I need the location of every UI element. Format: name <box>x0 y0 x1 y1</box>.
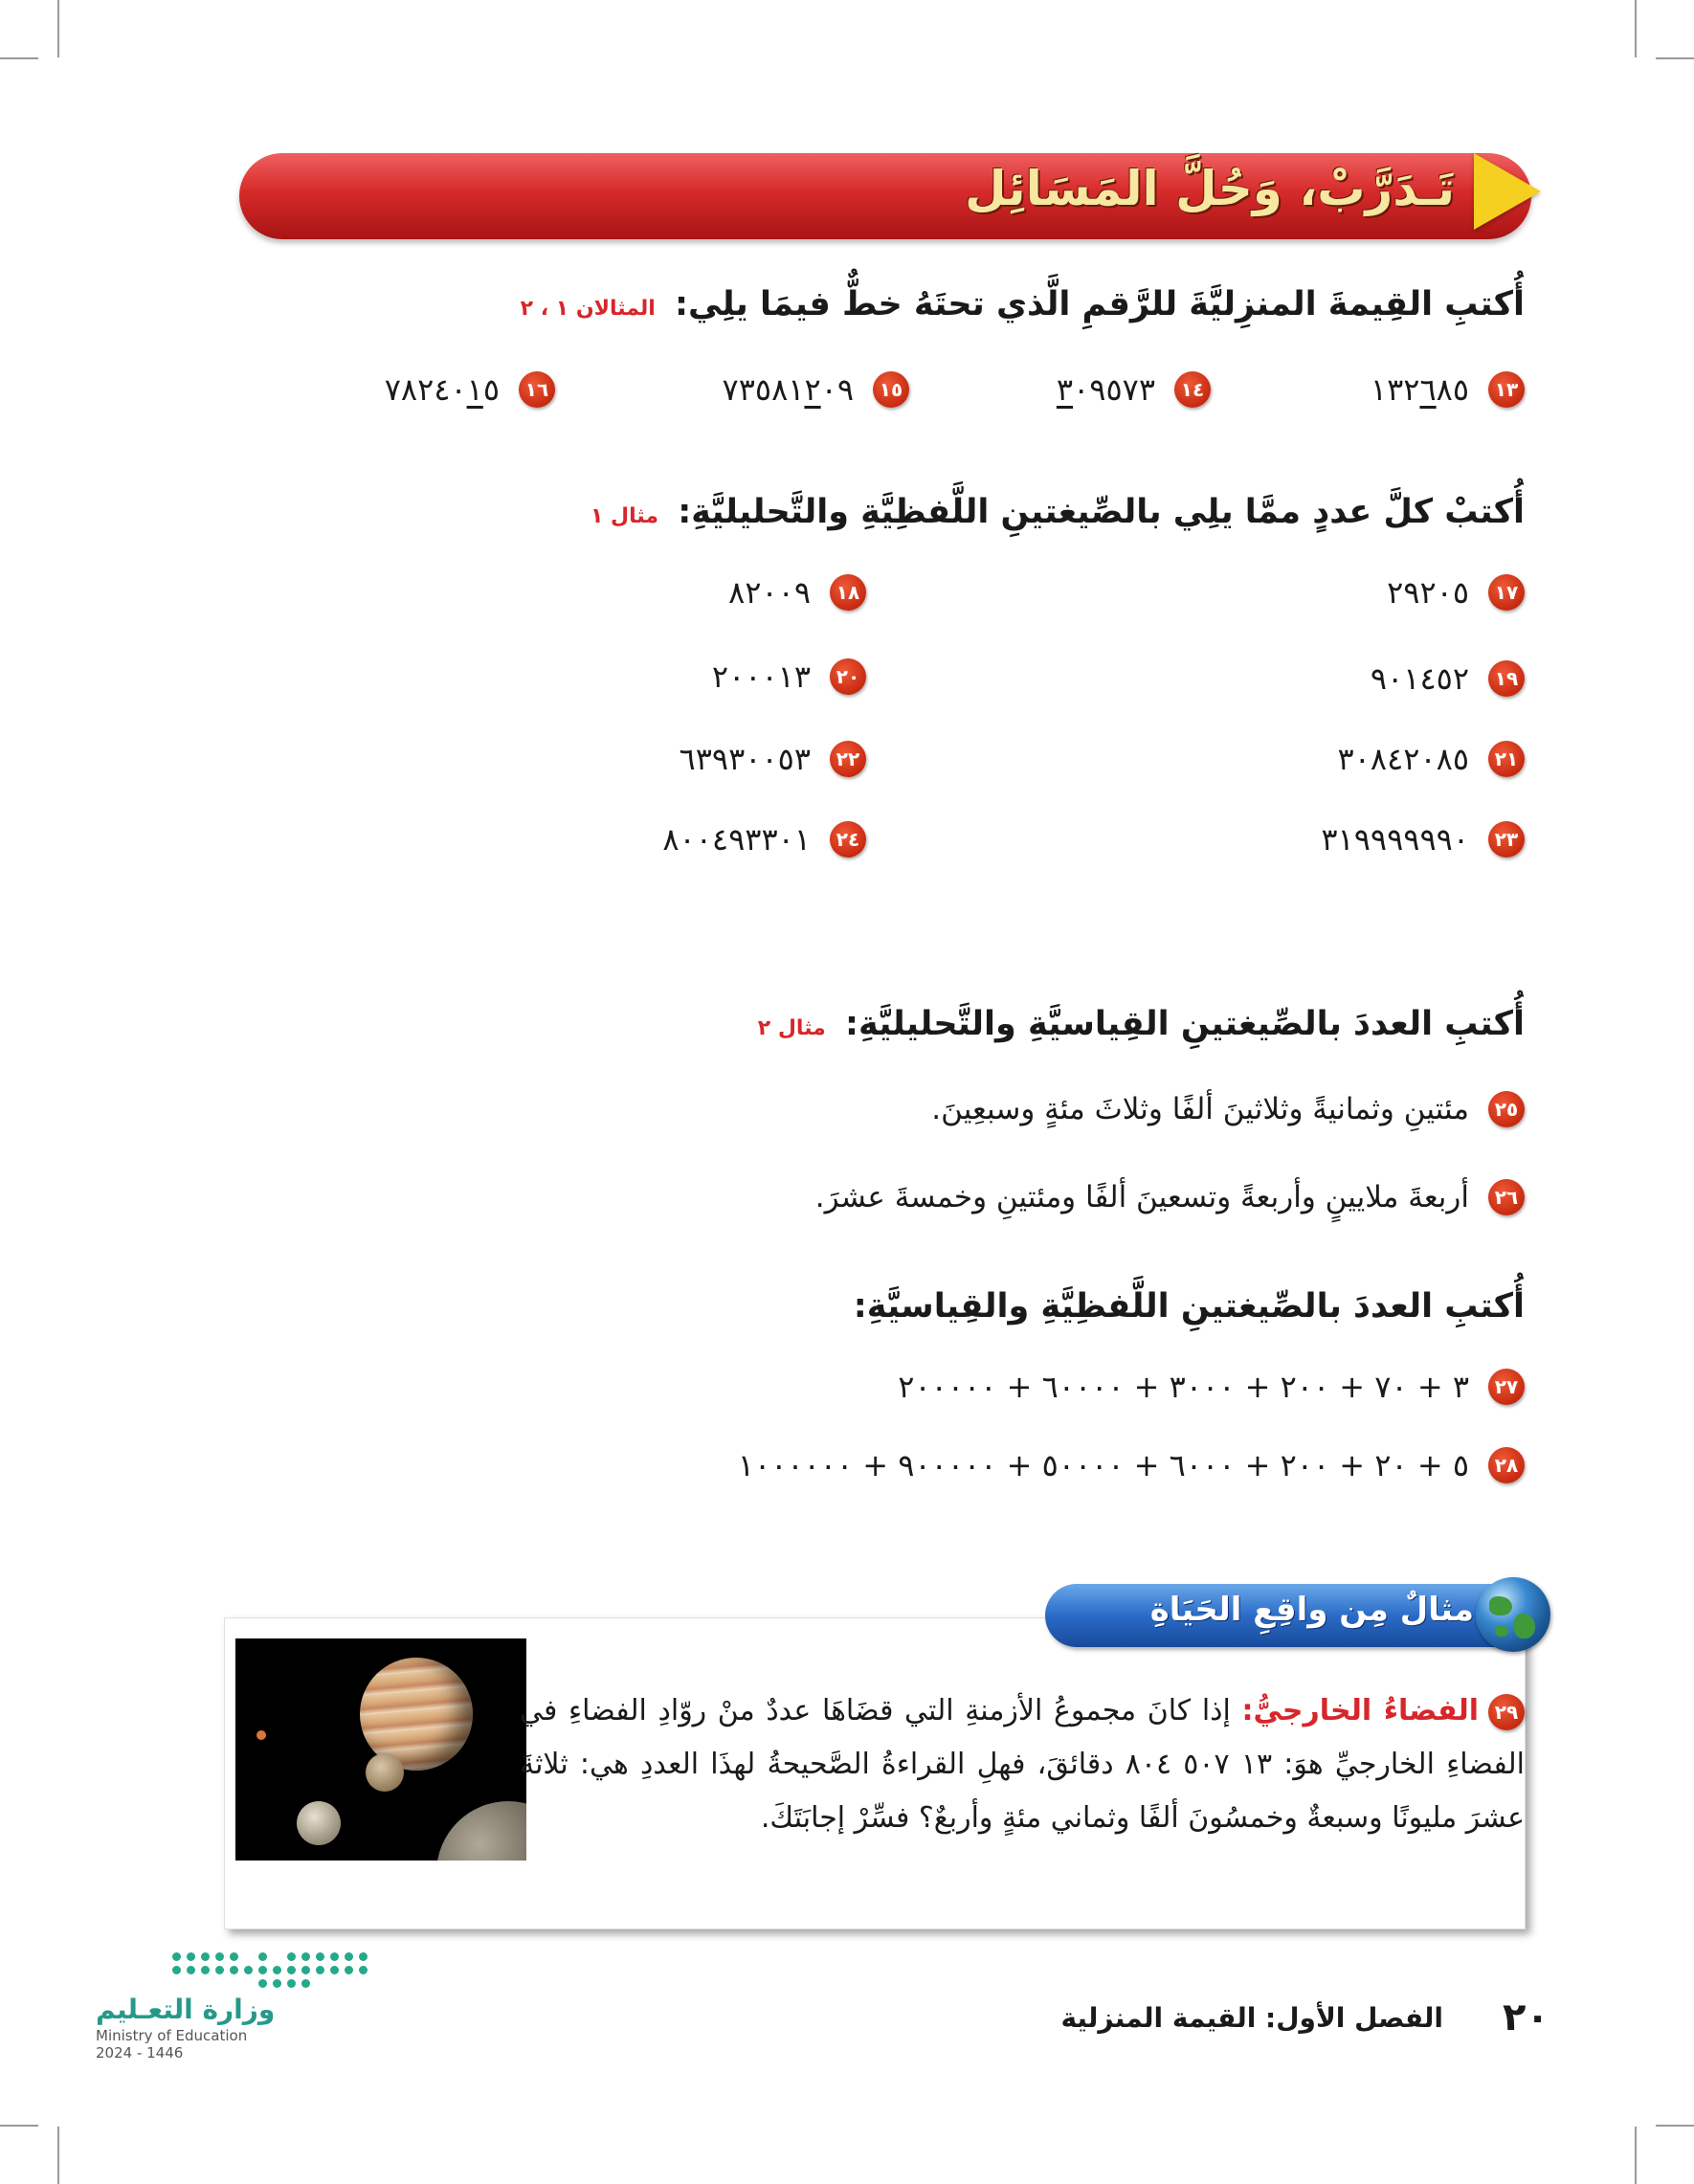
page-number: ٢٠ <box>1503 1995 1549 2039</box>
exercise-number-badge: ١٥ <box>873 371 909 408</box>
instruction-word-standard <box>854 1287 1525 1326</box>
exercise-number-badge: ٢٢ <box>830 741 866 777</box>
exercise-number-badge: ١٤ <box>1174 371 1211 408</box>
instruction-word-expanded <box>591 493 1525 531</box>
ministry-name-arabic: وزارة التعـليم <box>96 1994 276 2025</box>
exercise-number-badge: ١٩ <box>1488 660 1525 697</box>
crop-mark <box>0 57 38 59</box>
crop-mark <box>1656 2125 1694 2127</box>
instruction-text: أُكتبِ العددَ بالصِّيغتينِ القِياسيَّةِ والتَّحليليَّةِ: <box>845 1005 1525 1043</box>
exercise-number-badge: ١٨ <box>830 574 866 611</box>
crop-mark <box>57 2127 59 2184</box>
banner-title: تَـدَرَّبْ، وَحُلَّ المَسَائِل <box>965 161 1455 216</box>
problem-lead: الفضاءُ الخارجيُّ: <box>1241 1694 1479 1727</box>
example-reference: المثالان ١ ، ٢ <box>520 297 656 321</box>
instruction-text: أُكتبِ العددَ بالصِّيغتينِ اللَّفظِيَّةِ والقِياسيَّةِ: <box>853 1287 1525 1326</box>
exercise-number-badge: ٢٤ <box>830 821 866 858</box>
underlined-number: ٣٠٩٥٧٣ <box>1056 371 1155 408</box>
exercise-number-badge: ٢٧ <box>1488 1369 1525 1405</box>
exercise-number-badge: ١٦ <box>519 371 555 408</box>
exercise-17 <box>1387 574 1525 611</box>
exercise-16 <box>385 371 555 408</box>
ministry-logo <box>96 1952 306 2096</box>
real-life-title: مثالٌ مِن واقِعِ الحَيَاةِ <box>1149 1591 1474 1629</box>
number-value: ٣١٩٩٩٩٩٩٠ <box>1321 821 1469 858</box>
instruction-text: أُكتبِ القِيمةَ المنزِليَّةَ للرَّقمِ الَّذي تحتَهُ خطٌّ فيمَا يلِي: <box>674 285 1525 323</box>
exercise-27 <box>898 1369 1525 1405</box>
exercise-19 <box>1371 660 1525 697</box>
crop-mark <box>57 0 59 57</box>
exercise-number-badge: ٢٦ <box>1488 1179 1525 1215</box>
expanded-form: ٥ + ٢٠ + ٢٠٠ + ٦٠٠٠ + ٥٠٠٠٠ + ٩٠٠٠٠٠ + ١٠٠٠٠٠٠ <box>737 1447 1469 1483</box>
real-life-paragraph <box>520 1684 1525 1845</box>
number-value: ٩٠١٤٥٢ <box>1370 660 1469 697</box>
example-reference: مثال ٢ <box>757 1016 826 1040</box>
ministry-dots-logo <box>172 1952 306 1988</box>
jupiter-moons-image <box>235 1638 526 1861</box>
exercise-number-badge: ٢١ <box>1488 741 1525 777</box>
exercise-28 <box>738 1447 1525 1483</box>
exercise-number-badge: ٢٠ <box>830 658 866 695</box>
instruction-standard-expanded <box>758 1005 1525 1043</box>
exercise-24 <box>662 821 866 858</box>
exercise-number-badge: ٢٣ <box>1488 821 1525 858</box>
exercise-26 <box>815 1179 1525 1215</box>
exercise-13 <box>1371 371 1525 408</box>
instruction-text: أُكتبْ كلَّ عددٍ ممَّا يلِي بالصِّيغتينِ اللَّفظِيَّةِ والتَّحليليَّةِ: <box>678 493 1525 531</box>
exercise-number-badge: ١٧ <box>1488 574 1525 611</box>
academic-year: 2024 - 1446 <box>96 2044 184 2061</box>
number-value: ٦٣٩٣٠٠٥٣ <box>679 741 811 777</box>
number-value: ٢٠٠٠١٣ <box>711 658 811 695</box>
exercise-14 <box>1057 371 1211 408</box>
exercise-text: مئتينِ وثمانيةً وثلاثينَ ألفًا وثلاثَ مئةٍ وسبعِينَ. <box>931 1092 1469 1126</box>
expanded-form: ٣ + ٧٠ + ٢٠٠ + ٣٠٠٠ + ٦٠٠٠٠ + ٢٠٠٠٠٠ <box>898 1369 1469 1405</box>
exercise-number-badge: ٢٨ <box>1488 1447 1525 1483</box>
problem-text: إذا كانَ مجموعُ الأزمنةِ التي قضَاهَا عددٌ منْ روّادِ الفضاءِ في الفضاءِ الخارجيِّ هوَ: ١٣ ٥٠٧ ٨٠٤ دقائقَ، فهلِ القراءةُ الصَّحيحةُ لهذَا العددِ هي: ثلاثةَ عشرَ مليونًا وسبعةٌ وخمسُونَ ألفًا وثماني مئةٍ وأربعٌ؟ فسِّرْ إجابَتَكَ. <box>520 1694 1526 1835</box>
ministry-name-english: Ministry of Education <box>96 2027 248 2044</box>
underlined-number: ١٣٢٦٨٥ <box>1370 371 1469 408</box>
exercise-25 <box>931 1091 1525 1127</box>
exercise-20 <box>712 658 866 695</box>
crop-mark <box>0 2125 38 2127</box>
exercise-text: أربعةَ ملايينٍ وأربعةً وتسعينَ ألفًا ومئتينِ وخمسةَ عشرَ. <box>814 1180 1469 1215</box>
number-value: ٨٢٠٠٩ <box>728 574 811 611</box>
exercise-23 <box>1321 821 1525 858</box>
underlined-number: ٧٨٢٤٠١٥ <box>384 371 500 408</box>
crop-mark <box>1635 2127 1637 2184</box>
exercise-number-badge: ٢٥ <box>1488 1091 1525 1127</box>
crop-mark <box>1656 57 1694 59</box>
exercise-18 <box>728 574 866 611</box>
underlined-number: ٧٣٥٨١٢٠٩ <box>722 371 854 408</box>
exercise-22 <box>680 741 867 777</box>
number-value: ٢٩٢٠٥ <box>1387 574 1469 611</box>
example-reference: مثال ١ <box>590 504 658 528</box>
number-value: ٣٠٨٤٢٠٨٥ <box>1337 741 1469 777</box>
banner-arrow-icon <box>1474 153 1541 230</box>
chapter-title: الفصل الأول: القيمة المنزلية <box>1060 2002 1443 2034</box>
exercise-number-badge: ٢٩ <box>1488 1694 1525 1730</box>
instruction-place-value <box>521 285 1525 323</box>
crop-mark <box>1635 0 1637 57</box>
globe-icon <box>1476 1577 1550 1652</box>
exercise-21 <box>1338 741 1526 777</box>
exercise-number-badge: ١٣ <box>1488 371 1525 408</box>
number-value: ٨٠٠٤٩٣٣٠١ <box>662 821 811 858</box>
exercise-15 <box>723 371 910 408</box>
